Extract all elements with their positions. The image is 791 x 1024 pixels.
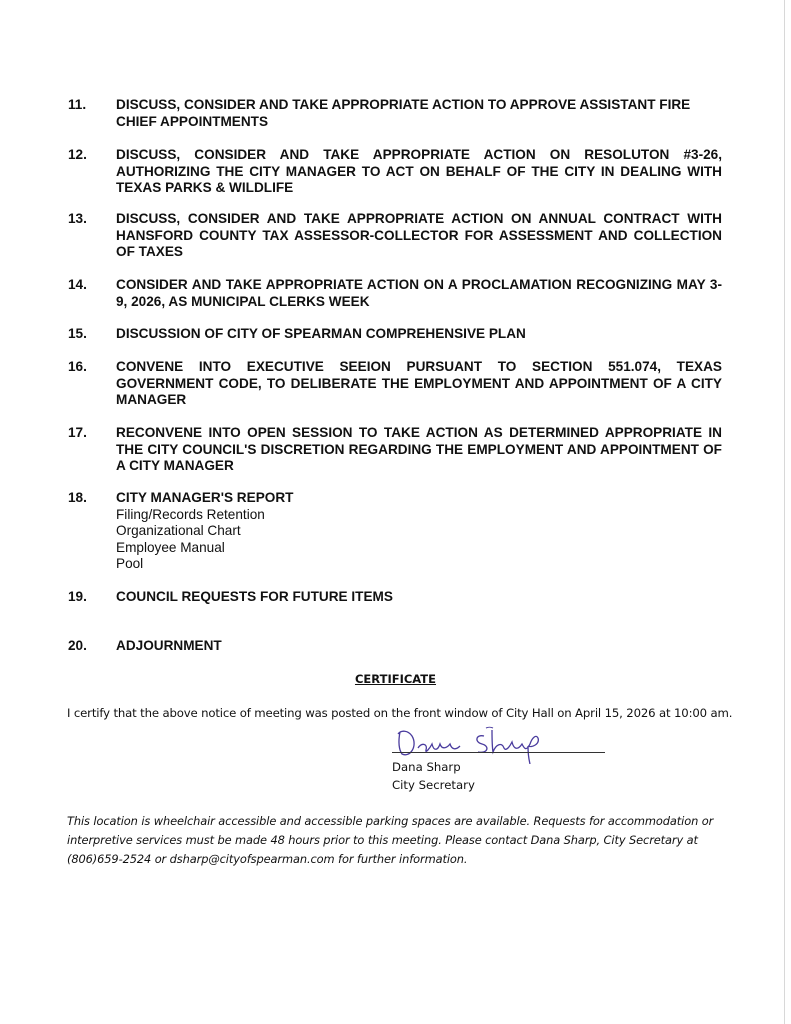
item-number: 19.: [68, 589, 87, 604]
item-text: CONVENE INTO EXECUTIVE SEEION PURSUANT TO SECTION 551.074, TEXAS GOVERNMENT CODE, TO DELIBERATE THE EMPLOYMENT AND APPOINTMENT OF A CITY MANAGER: [116, 359, 722, 408]
signer-title: City Secretary: [392, 778, 475, 792]
item-text: DISCUSS, CONSIDER AND TAKE APPROPRIATE ACTION ON RESOLUTON #3-26, AUTHORIZING THE CITY MANAGER TO ACT ON BEHALF OF THE CITY IN DEALING WITH TEXAS PARKS & WILDLIFE: [116, 147, 722, 196]
certificate-title: CERTIFICATE: [354, 672, 437, 686]
signature-line: [392, 752, 605, 753]
page-edge: [784, 0, 785, 1024]
item-text: DISCUSSION OF CITY OF SPEARMAN COMPREHENSIVE PLAN: [116, 326, 526, 341]
agenda-item-15: [68, 326, 722, 343]
signature: [392, 724, 612, 764]
item-text: ADJOURNMENT: [116, 638, 222, 653]
agenda-item-20: [68, 638, 722, 655]
signer-name: Dana Sharp: [392, 760, 461, 774]
item-number: 17.: [68, 425, 87, 440]
item-number: 16.: [68, 359, 87, 374]
agenda-item-11: [68, 97, 722, 130]
agenda-item-19: [68, 589, 722, 606]
item-text: DISCUSS, CONSIDER AND TAKE APPROPRIATE ACTION ON ANNUAL CONTRACT WITH HANSFORD COUNTY TAX ASSESSOR-COLLECTOR FOR ASSESSMENT AND COLLECTION OF TAXES: [116, 211, 722, 260]
item-text: CITY MANAGER'S REPORT: [116, 490, 294, 505]
item-number: 11.: [68, 97, 87, 112]
report-subitem: Organizational Chart: [116, 523, 241, 539]
item-text: COUNCIL REQUESTS FOR FUTURE ITEMS: [116, 589, 393, 604]
item-number: 12.: [68, 147, 87, 162]
item-number: 20.: [68, 638, 87, 653]
report-subitem: Pool: [116, 556, 144, 572]
agenda-item-12: [68, 147, 722, 197]
certificate-statement: I certify that the above notice of meeting was posted on the front window of City Hall on April 15, 2026 at 10:00 am.: [67, 706, 733, 720]
agenda-item-16: [68, 359, 722, 409]
item-text: CONSIDER AND TAKE APPROPRIATE ACTION ON A PROCLAMATION RECOGNIZING MAY 3-9, 2026, AS MUNICIPAL CLERKS WEEK: [116, 277, 722, 309]
item-number: 15.: [68, 326, 87, 341]
item-number: 18.: [68, 490, 87, 505]
accessibility-notice: This location is wheelchair accessible and accessible parking spaces are available. Requests for accommodation or interpretive services must be made 48 hours prior to this meeting. Please contact Dana Sharp, City Secretary at (806)659-2524 or dsharp@cityofspearman.com for further information.: [67, 814, 714, 866]
item-number: 14.: [68, 277, 87, 292]
item-text: DISCUSS, CONSIDER AND TAKE APPROPRIATE ACTION TO APPROVE ASSISTANT FIRE CHIEF APPOINTMENTS: [116, 97, 691, 129]
item-number: 13.: [68, 211, 87, 226]
agenda-item-18: [68, 490, 722, 573]
item-text: RECONVENE INTO OPEN SESSION TO TAKE ACTION AS DETERMINED APPROPRIATE IN THE CITY COUNCIL'S DISCRETION REGARDING THE EMPLOYMENT AND APPOINTMENT OF A CITY MANAGER: [116, 425, 722, 474]
agenda-item-14: [68, 277, 722, 310]
agenda-item-13: [68, 211, 722, 261]
report-subitem: Filing/Records Retention: [116, 506, 265, 522]
agenda-item-17: [68, 425, 722, 475]
report-subitem: Employee Manual: [116, 539, 225, 555]
